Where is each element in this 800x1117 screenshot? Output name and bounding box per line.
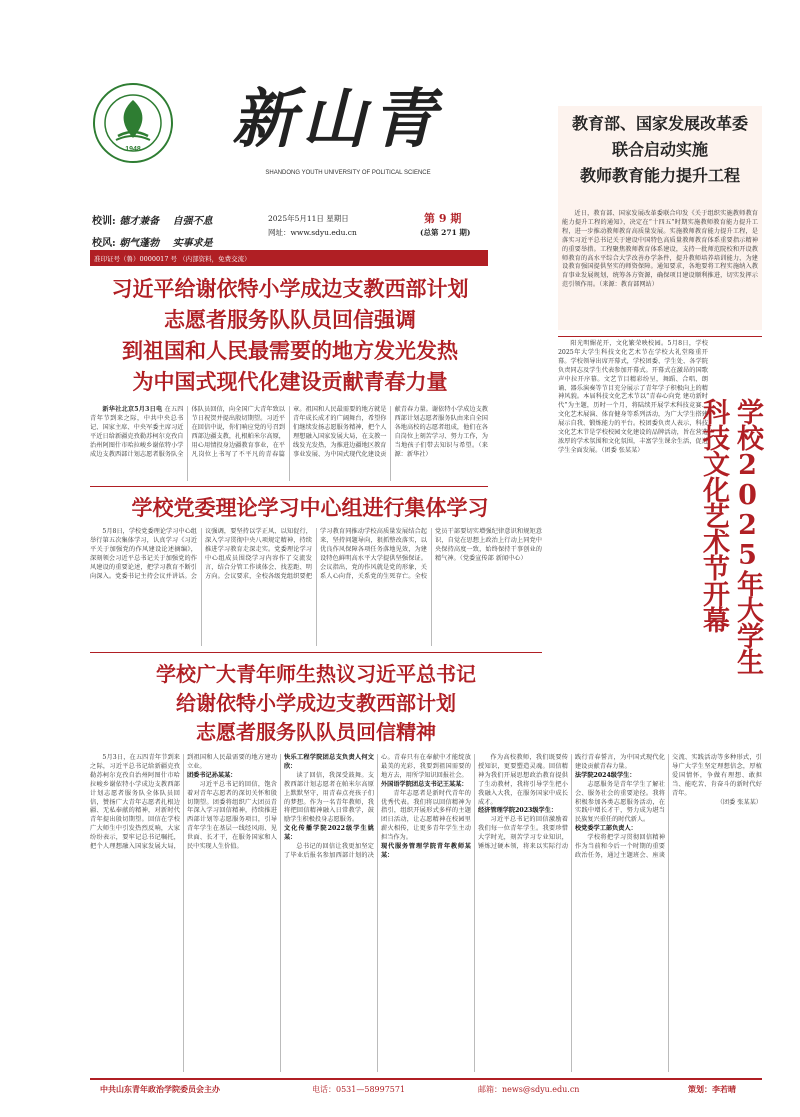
motto-a: 德才兼备 xyxy=(119,216,160,227)
s7-body: 志愿服务是青年学生了解社会、服务社会的重要途径。我将积极参加各类志愿服务活动，在实践中增长才干，努力成为堪当民族复兴重任的时代新人。 xyxy=(575,780,665,824)
divider-2 xyxy=(90,652,542,653)
s2-title: 快乐工程学院团总支负责人何文欣： xyxy=(284,754,374,770)
spirit-a: 朝气蓬勃 xyxy=(119,238,160,249)
lead-dateline: 新华社北京5月3日电 xyxy=(102,406,163,413)
youth-headline-2: 给谢依特小学成边支教西部计划 xyxy=(176,691,456,715)
school-logo xyxy=(92,82,174,164)
s4-body: 青年志愿者是新时代青年的优秀代表。我们将以回信精神为指引，组织开展形式多样的主题团日活动，让志愿精神在校园里薪火相传，让更多青年学生主动担当作为。 xyxy=(381,789,471,842)
theory-headline: 学校党委理论学习中心组进行集体学习 xyxy=(131,495,489,520)
s5-body: 作为高校教师，我们既要传授知识，更要塑造灵魂。回信精神为我们开展思想政治教育提供了生动教材，我将引导学生把小我融入大我，在服务国家中成长成才。 xyxy=(478,754,568,806)
total-issue: (总第 271 期) xyxy=(420,228,471,237)
right-headline-3: 教师教育能力提升工程 xyxy=(579,166,740,185)
theory-text: 5月8日，学校党委理论学习中心组举行第五次集体学习，认真学习《习近平关于加强党的作风建设论述摘编》，深刻领会习近平总书记关于加强党的作风建设的重要论述，把学习教育不断引向深入。党委书记主持会议并讲话。会议强调，要坚持以学正风、以知促行，深入学习贯彻中央八项规定精神，持续推进学习教育走深走实。党委理论学习中心组成员围绕学习内容作了交流发言，结合分管工作谈体会、找差距、明方向。会议要求，全校各级党组织要把学习教育同推动学校高质量发展结合起来，坚持问题导向，狠抓整改落实，以优良作风保障各项任务落地见效，为建设特色鲜明高水平大学提供坚强保证。会议指出，党的作风就是党的形象，关系人心向背，关系党的生死存亡。全校党员干部要切实增强纪律意识和规矩意识，自觉在思想上政治上行动上同党中央保持高度一致，始终保持干事创业的精气神。 xyxy=(90,528,542,580)
lead-headline-4: 为中国式现代化建设贡献青春力量 xyxy=(132,369,448,394)
spirit-row xyxy=(92,234,213,249)
right-source: （来源：教育部网站） xyxy=(599,281,658,289)
svg-text:1948: 1948 xyxy=(125,146,141,153)
theory-source: （党委宣传部 新闻中心） xyxy=(459,554,527,562)
footer-rule xyxy=(90,1078,762,1080)
motto-row xyxy=(92,212,213,227)
s1-title: 团委书记孙某某： xyxy=(187,771,237,779)
right-body xyxy=(562,210,758,322)
lead-headline-1: 习近平给谢依特小学成边支教西部计划 xyxy=(111,276,469,301)
issue-date: 2025年5月11日 星期日 xyxy=(268,214,349,223)
permit-text: 准印证号（鲁）0000017 号 （内部资料，免费交流） xyxy=(94,255,251,263)
lead-body xyxy=(90,406,488,481)
spirit-label: 校风: xyxy=(92,238,116,249)
website[interactable]: 网址：www.sdyu.edu.cn xyxy=(268,228,357,237)
right-headline-2: 联合启动实施 xyxy=(611,140,708,159)
footer-email[interactable]: 邮箱：news@sdyu.edu.cn xyxy=(478,1085,580,1094)
issue-number: 第 9 期 xyxy=(424,212,462,225)
spirit-b: 实事求是 xyxy=(172,238,213,249)
s6-body: 习近平总书记的回信激励着我们每一位青年学生。我要珍惜大学时光，刻苦学习专业知识，锤炼过硬本领，将来以实际行动践行青春誓言，为中国式现代化建设贡献青春力量。 xyxy=(478,754,665,851)
youth-intro: 5月3日，在五四青年节到来之际，习近平总书记给新疆克孜勒苏柯尔克孜自治州阿图什市哈拉峻乡谢依特小学成边支教西部计划志愿者服务队全体队员回信，赞扬广大青年志愿者扎根边疆、无私奉献的精神，对新时代青年提出殷切期望。回信在学校广大师生中引发热烈反响，大家纷纷表示，要牢记总书记嘱托，把个人理想融入国家发展大局，到祖国和人民最需要的地方建功立业。 xyxy=(90,754,277,851)
lead-headline-3: 到祖国和人民最需要的地方发光发热 xyxy=(122,338,458,363)
footer-editor: 策划：李若晴 xyxy=(688,1084,736,1094)
s4-title: 外国语学院团总支书记王某某： xyxy=(381,780,468,788)
s8-title: 校党委学工部负责人： xyxy=(575,825,637,833)
art-headline: 学校2025年大学生科技文化艺术节开幕 xyxy=(698,398,763,674)
art-body xyxy=(558,340,708,740)
right-divider xyxy=(558,336,762,337)
art-text: 阳光明媚花开，文化繁荣映校园。5月8日，学校2025年大学生科技文化艺术节在学校大礼堂隆重开幕。学校领导出席开幕式，学校团委、学生处、各学院负责同志及学生代表参加开幕式。开幕式在激昂的国歌声中拉开序幕。文艺节目精彩纷呈，舞蹈、合唱、朗诵、器乐演奏等节目充分展示了青年学子积极向上的精神风貌。本届科技文化艺术节以“青春心向党 建功新时代”为主题，历时一个月，将陆续开展学术科技竞赛、文化艺术展演、体育健身等系列活动，为广大学生搭建展示自我、锻炼能力的平台。校团委负责人表示，科技文化艺术节是学校校园文化建设的品牌活动，旨在营造浓厚的学术氛围和文化氛围，丰富学生课余生活，促进学生全面发展。 xyxy=(558,340,708,454)
lead-headline-2: 志愿者服务队队员回信强调 xyxy=(164,307,416,332)
theory-body xyxy=(90,528,542,646)
right-text: 近日，教育部、国家发展改革委联合印发《关于组织实施教师教育能力提升工程的通知》，决定在“十四五”时期实施教师教育能力提升工程，进一步推动教师教育高质量发展。实施教师教育能力提升工程，是落实习近平总书记关于建设中国特色高质量教师教育体系重要指示精神的重要举措。工程聚焦教师教育体系建设，支持一批师范院校和开设教师教育的高水平综合大学改善办学条件，提升教师培养培训能力，为建设教育强国提供坚实的师资保障。通知要求，各地要将工程实施纳入教育事业发展规划，统筹各方资源，确保项目建设顺利推进，切实发挥示范引领作用。 xyxy=(562,210,758,289)
masthead-title: 新山青 xyxy=(232,82,442,157)
footer-phone: 电话：0531—58997571 xyxy=(312,1085,406,1094)
youth-headline-3: 志愿者服务队队员回信精神 xyxy=(196,720,436,744)
s7-title: 法学院2024级学生： xyxy=(575,771,636,779)
s2-body: 读了回信，我深受鼓舞。支教西部计划志愿者在帕米尔高原上默默坚守，用青春点亮孩子们的梦想。作为一名青年教师，我将把回信精神融入日常教学，鼓励学生积极投身志愿服务。 xyxy=(284,771,374,824)
motto-b: 自强不息 xyxy=(172,216,213,227)
s5-title: 现代服务管理学院青年教师某某： xyxy=(381,843,471,859)
s3-body: 总书记的回信让我更加坚定了毕业后报名参加西部计划的决心。青春只有在奉献中才能绽放最美的光彩，我要到祖国需要的地方去，用所学知识回报社会。 xyxy=(284,754,471,859)
s8-body: 学校将把学习贯彻回信精神作为当前和今后一个时期的重要政治任务，通过主题班会、座谈交流、实践活动等多种形式，引导广大学生坚定理想信念，厚植爱国情怀，争做有理想、敢担当、能吃苦、肯奋斗的新时代好青年。 xyxy=(575,754,762,859)
right-headline-1: 教育部、国家发展改革委 xyxy=(571,114,748,133)
footer-org: 中共山东青年政治学院委员会主办 xyxy=(100,1084,220,1094)
s3-title: 文化传播学院2022级学生姚某： xyxy=(284,825,374,842)
lead-text: 在五四青年节到来之际，中共中央总书记、国家主席、中央军委主席习近平近日给新疆克孜勒苏柯尔克孜自治州阿图什市哈拉峻乡谢依特小学成边支教西部计划志愿者服务队全体队员回信，向全国广大青年致以节日祝贺并提出殷切期望。习近平在回信中说，你们响应党的号召到西部边疆支教，扎根帕米尔高原，用心用情投身边疆教育事业，在平凡岗位上书写了不平凡的青春篇章。祖国和人民最需要的地方就是青年成长成才的广阔舞台，希望你们继续发扬志愿服务精神，把个人理想融入国家发展大局，在支教一线发光发热，为推进边疆地区教育事业发展、为中国式现代化建设贡献青春力量。谢依特小学成边支教西部计划志愿者服务队由来自全国各地高校的志愿者组成，他们在各自岗位上刻苦学习、努力工作，为当地孩子们带去知识与希望。 xyxy=(90,406,488,458)
divider-1 xyxy=(90,486,488,487)
s6-title: 经济管理学院2023级学生： xyxy=(478,807,558,815)
youth-body xyxy=(90,754,762,1072)
s1-body: 习近平总书记的回信，饱含着对青年志愿者的深切关怀和殷切期望。团委将组织广大团员青年深入学习回信精神，持续推进西部计划等志愿服务项目，引导青年学生在基层一线经风雨、见世面、长才干，在服务国家和人民中实现人生价值。 xyxy=(187,780,277,851)
masthead-english: SHANDONG YOUTH UNIVERSITY OF POLITICAL SCIENCE xyxy=(265,170,431,176)
youth-source: （团委 张某某） xyxy=(716,798,762,806)
art-source: （团委 张某某） xyxy=(601,446,644,454)
youth-headline-1: 学校广大青年师生热议习近平总书记 xyxy=(156,662,476,686)
motto-label: 校训: xyxy=(92,216,116,227)
lead-source: （来源：新华社） xyxy=(394,441,488,458)
